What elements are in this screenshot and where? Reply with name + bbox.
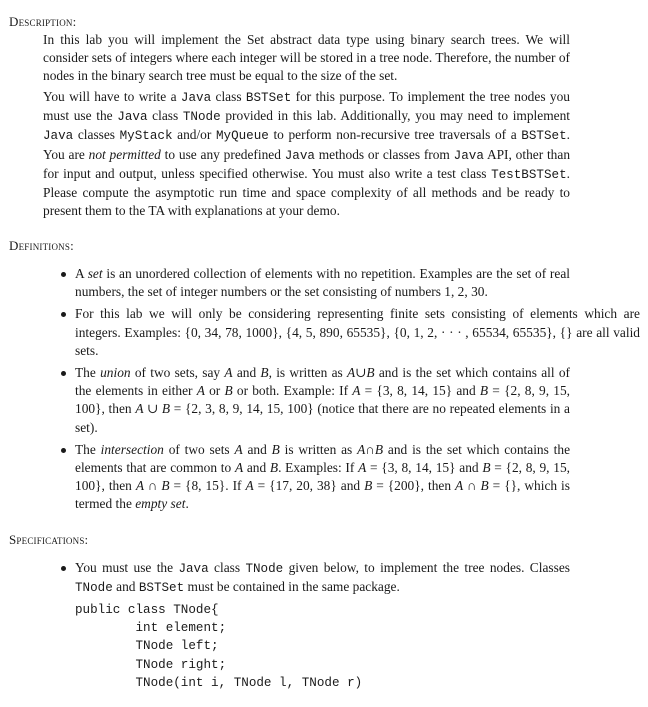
description-paragraph-2: You will have to write a Java class BSTSet for this purpose. To implement the tree nodes you must use the Java class TNode provided in this lab. Additionally, you may need to implement Java classes MyStack and/or MyQueue to perform non-recursive tree traversals of a BSTSet. You are not permitted to use any predefined Java methods or classes from Java API, other than for input and output, unless specified otherwise. You must also write a test class TestBSTSet. Please compute the asymptotic run time and space complexity of all methods and be ready to present them to the TA with explanations at your demo.: [43, 89, 571, 219]
definition-union: The union of two sets, say A and B, is written as A∪B and is the set which contains all of the elements in either A or B or both. Example: If A = {3, 8, 14, 15} and B = {2, 8, 9, 15, 100}, then A ∪ B = {2, 3, 8, 9, 14, 15, 100} (notice that there are no repeated elements in a set).: [75, 364, 570, 437]
definition-finite-sets: For this lab we will only be considering representing finite sets consisting of elements which are integers. Examples: {0, 34, 78, 1000}, {4, 5, 890, 65535}, {0, 1, 2, · · · , 65534, 65535}, {} are all valid sets.: [75, 305, 640, 360]
specifications-list: [75, 559, 570, 597]
description-paragraph-1: In this lab you will implement the Set abstract data type using binary search trees. We will consider sets of integers where each integer will be stored in a tree node. Therefore, the number of nodes in the binary search tree must be equal to the size of the set.: [43, 32, 570, 84]
specification-tnode: You must use the Java class TNode given below, to implement the tree nodes. Classes TNode and BSTSet must be contained in the same package.: [75, 559, 570, 597]
heading-description: Description:: [9, 14, 77, 29]
code-line: TNode(int i, TNode l, TNode r): [75, 675, 363, 690]
code-line: TNode left;: [75, 639, 219, 654]
code-line: TNode right;: [75, 657, 227, 672]
definitions-list: [75, 265, 640, 514]
code-line: int element;: [75, 621, 227, 636]
tnode-code-block: [75, 601, 362, 692]
heading-specifications: Specifications:: [9, 532, 89, 547]
definition-set: A set is an unordered collection of elements with no repetition. Examples are the set of real numbers, the set of integer numbers or the set consisting of numbers 1, 2, 30.: [75, 265, 570, 301]
heading-definitions: Definitions:: [9, 238, 74, 253]
code-line: public class TNode{: [75, 603, 219, 617]
definition-intersection: The intersection of two sets A and B is written as A∩B and is the set which contains the elements that are common to A and B. Examples: If A = {3, 8, 14, 15} and B = {2, 8, 9, 15, 100}, then A ∩ B = {8, 15}. If A = {17, 20, 38} and B = {200}, then A ∩ B = {}, which is termed the empty set.: [75, 441, 570, 514]
